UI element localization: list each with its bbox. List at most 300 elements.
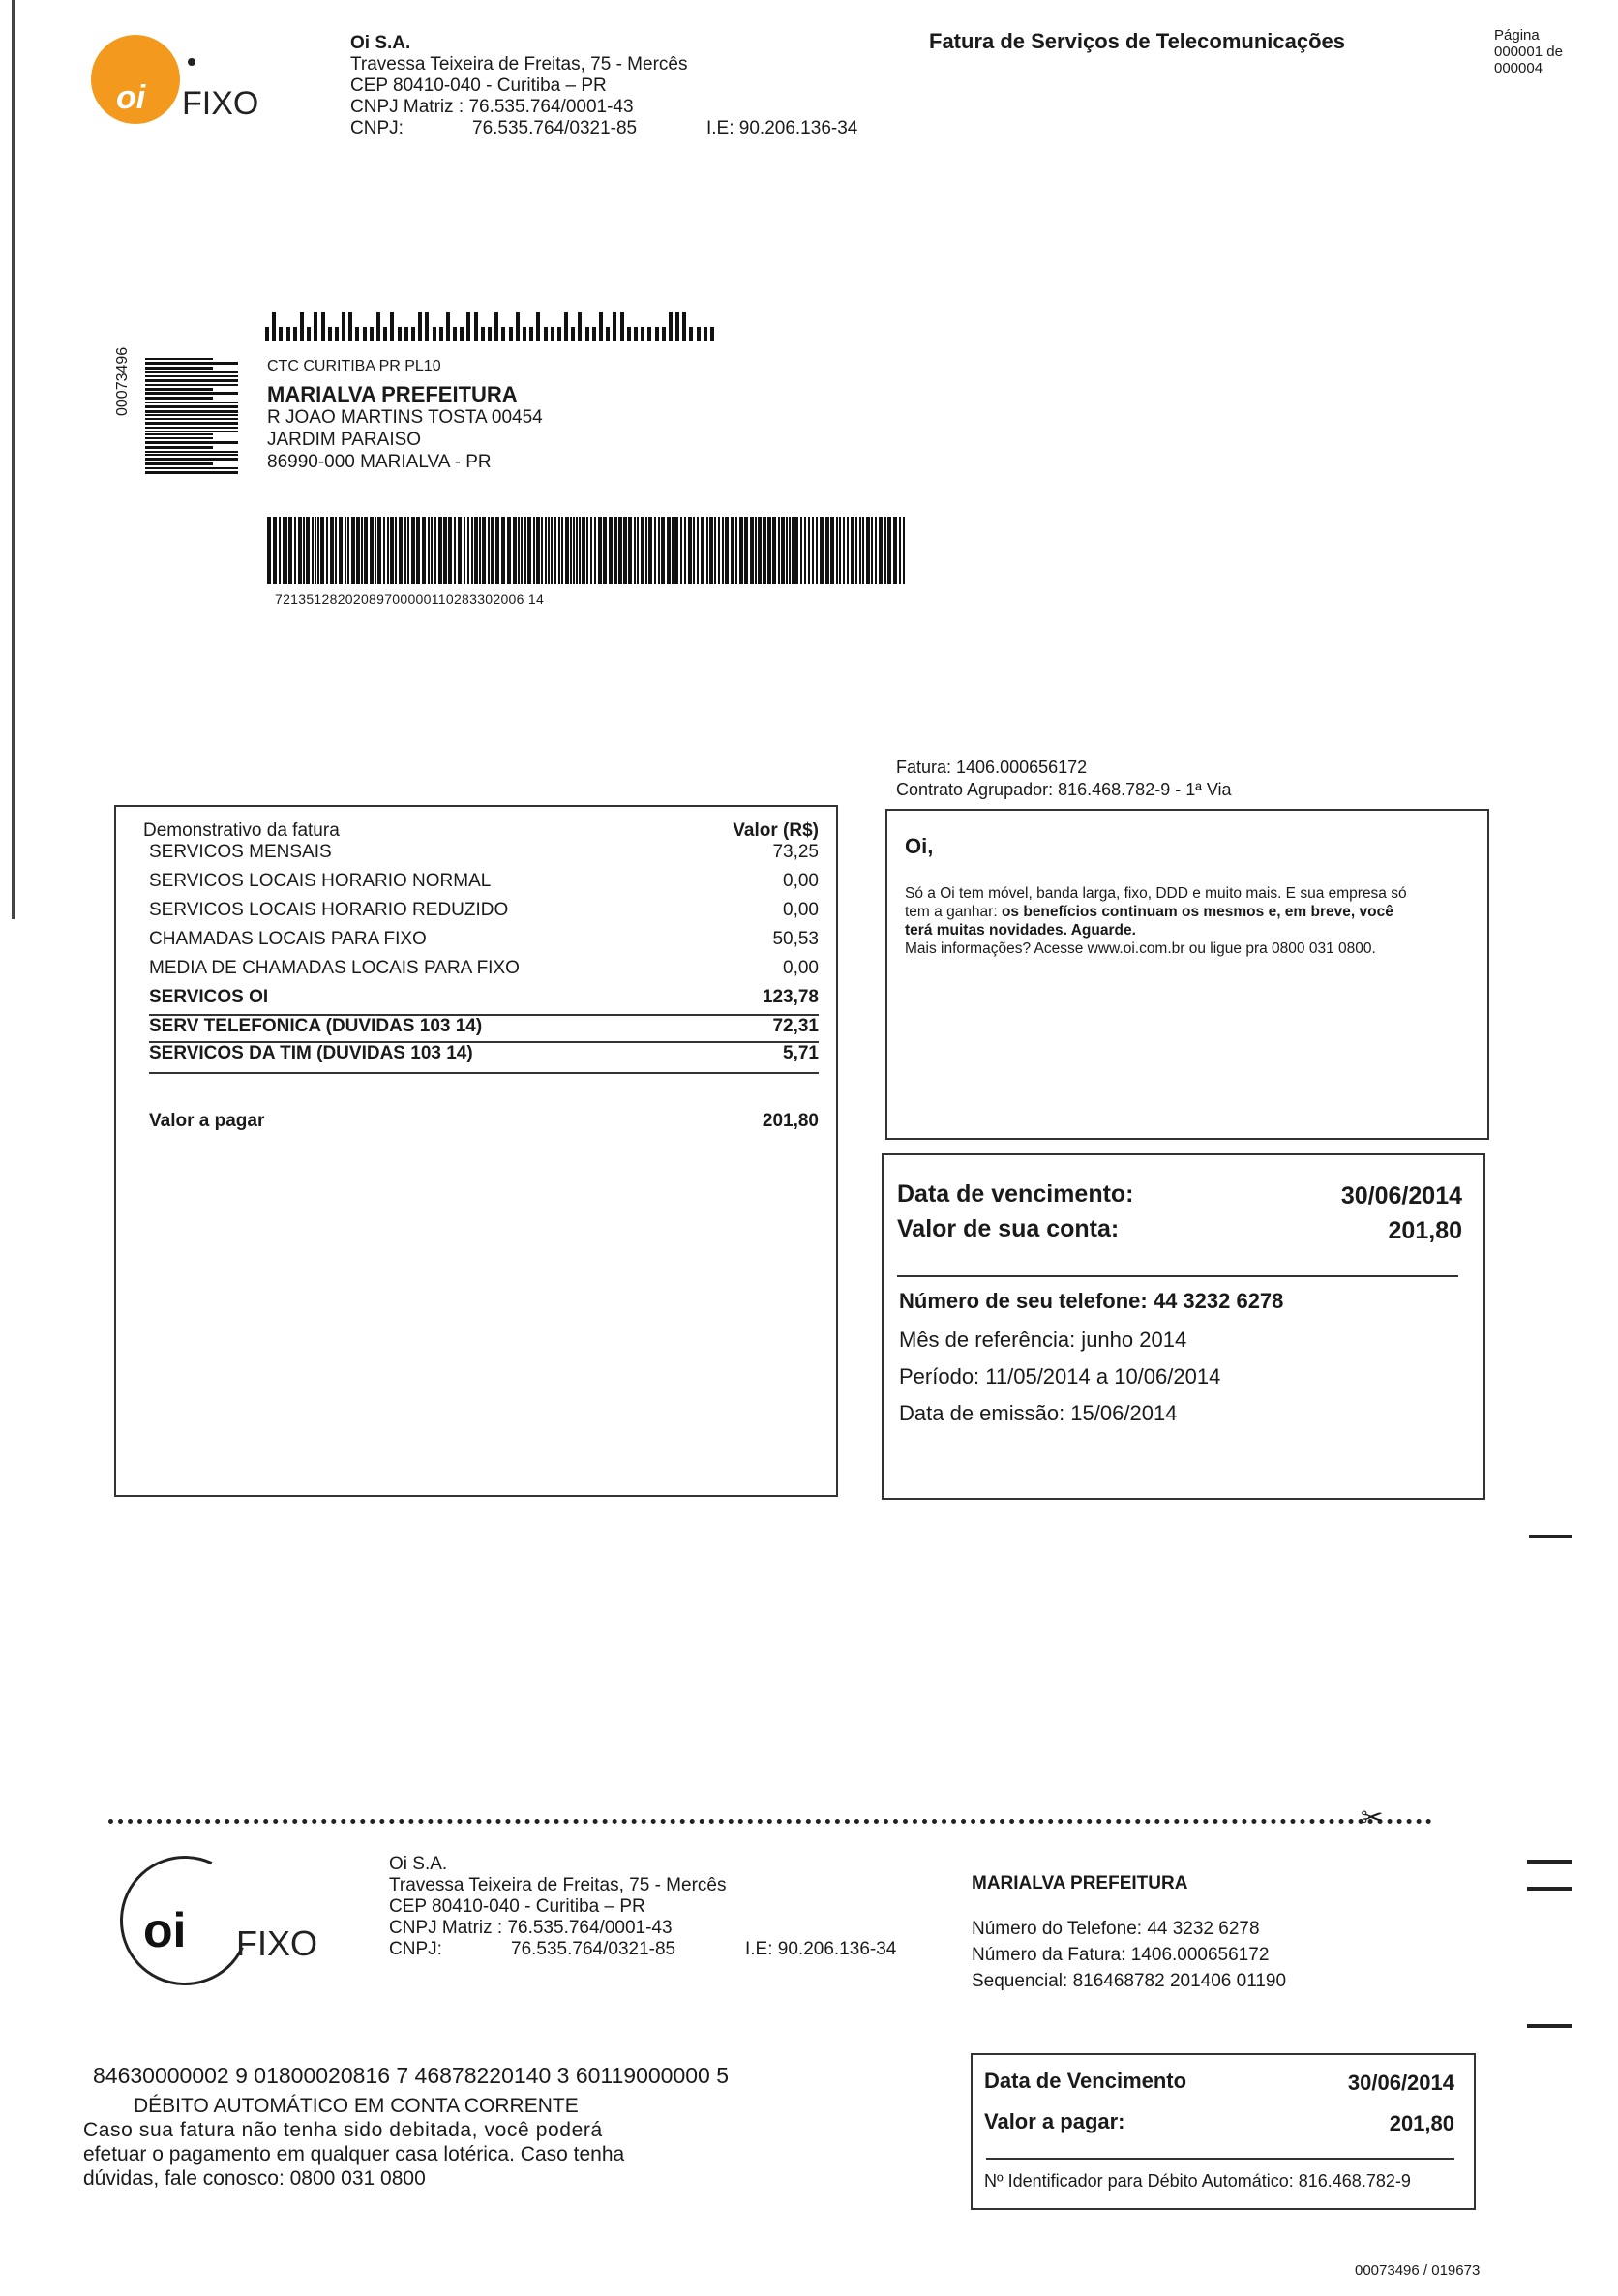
side-bar xyxy=(145,427,238,429)
barcode-bar xyxy=(479,517,481,584)
postal-bar xyxy=(529,327,533,341)
company-cnpj-value: 76.535.764/0321-85 xyxy=(472,118,638,138)
side-bar xyxy=(145,471,238,474)
barcode-bar xyxy=(339,517,343,584)
postal-bar xyxy=(321,312,325,341)
barcode-bar xyxy=(551,517,553,584)
barcode-bar xyxy=(399,517,403,584)
postal-bar xyxy=(710,327,714,341)
invoice-number: Fatura: 1406.000656172 xyxy=(896,758,1088,777)
barcode-bar xyxy=(306,517,310,584)
barcode-bar xyxy=(471,517,473,584)
side-bar xyxy=(145,462,213,465)
subtotal-row xyxy=(149,1014,819,1041)
barcode-bar xyxy=(383,517,385,584)
postal-bar xyxy=(578,312,582,341)
phone-number: Número de seu telefone: 44 3232 6278 xyxy=(899,1289,1284,1313)
postal-bar xyxy=(265,327,269,341)
barcode-bar xyxy=(862,517,864,584)
scan-edge-line xyxy=(12,0,15,919)
statement-box xyxy=(114,805,838,1497)
barcode-bar xyxy=(816,517,818,584)
barcode-bar xyxy=(855,517,857,584)
stub-company-cnpj-matriz: CNPJ Matriz : 76.535.764/0001-43 xyxy=(389,1918,673,1938)
message-line-2-bold: os benefícios continuam os mesmos e, em breve, você xyxy=(1001,904,1393,920)
barcode-bar xyxy=(273,517,277,584)
side-bar xyxy=(145,402,238,403)
postal-bar xyxy=(675,312,679,341)
barcode-bar xyxy=(267,517,271,584)
barcode-bar xyxy=(851,517,854,584)
mailing-district: JARDIM PARAISO xyxy=(267,430,422,450)
message-body xyxy=(905,884,1466,958)
postal-bar xyxy=(641,327,644,341)
statement-row xyxy=(149,958,819,987)
barcode-bar xyxy=(661,517,665,584)
postal-bar xyxy=(509,327,513,341)
postal-barcode xyxy=(265,312,717,341)
mailing-block xyxy=(267,358,543,473)
scissors-icon: ✂ xyxy=(1361,1803,1384,1833)
postal-bar xyxy=(523,327,526,341)
stub-company-block xyxy=(389,1854,897,1960)
postal-bar xyxy=(286,327,290,341)
barcode-bar xyxy=(641,517,644,584)
postal-bar xyxy=(418,312,422,341)
barcode-bar xyxy=(377,517,381,584)
side-bar xyxy=(145,388,213,391)
barcode-bar xyxy=(317,517,319,584)
debit-line-3: dúvidas, fale conosco: 0800 031 0800 xyxy=(83,2167,426,2190)
logo-oi-text: oi xyxy=(116,79,146,116)
postal-bar xyxy=(592,327,596,341)
barcode-bar xyxy=(786,517,788,584)
barcode-bar xyxy=(347,517,349,584)
barcode-bar xyxy=(884,517,886,584)
barcode-bar xyxy=(576,517,578,584)
barcode-bar xyxy=(866,517,870,584)
barcode-bar xyxy=(830,517,834,584)
side-bar xyxy=(145,375,238,377)
barcode-bar xyxy=(598,517,602,584)
barcode-bar xyxy=(361,517,363,584)
barcode-bar xyxy=(294,517,296,584)
barcode-bar xyxy=(725,517,729,584)
postal-bar xyxy=(647,327,651,341)
barcode-bar xyxy=(407,517,409,584)
barcode-bar xyxy=(434,517,436,584)
side-bar xyxy=(145,392,238,395)
barcode-bar xyxy=(839,517,841,584)
document-title: Fatura de Serviços de Telecomunicações xyxy=(929,29,1345,53)
postal-bar xyxy=(494,312,498,341)
barcode-bar xyxy=(688,517,692,584)
barcode-bar xyxy=(680,517,682,584)
barcode-bar xyxy=(763,517,766,584)
due-divider xyxy=(897,1275,1458,1277)
barcode-bar xyxy=(330,517,334,584)
barcode-bar xyxy=(718,517,720,584)
barcode-bar xyxy=(416,517,420,584)
stub-cnpj-value: 76.535.764/0321-85 xyxy=(511,1939,676,1959)
message-line-1: Só a Oi tem móvel, banda larga, fixo, DDD e muito mais. E sua empresa só xyxy=(905,885,1407,902)
amount-label: Valor de sua conta: xyxy=(897,1215,1120,1242)
barcode-bar xyxy=(879,517,883,584)
postal-bar xyxy=(370,327,374,341)
barcode-bar xyxy=(672,517,674,584)
postal-bar xyxy=(551,327,554,341)
company-address: Travessa Teixeira de Freitas, 75 - Mercês xyxy=(350,54,688,75)
debit-line-1: Caso sua fatura não tenha sido debitada, você poderá xyxy=(83,2119,603,2141)
postal-bar xyxy=(682,312,686,341)
postal-bar xyxy=(689,327,693,341)
postal-bar xyxy=(293,327,297,341)
postal-bar xyxy=(544,327,548,341)
barcode-bar xyxy=(674,517,678,584)
barcode-bar xyxy=(356,517,360,584)
subtotal-row-value: 123,78 xyxy=(762,987,819,1007)
postal-bar xyxy=(355,327,359,341)
message-line-2-pre: tem a ganhar: xyxy=(905,904,1002,920)
barcode-bar xyxy=(573,517,575,584)
postal-bar xyxy=(460,327,464,341)
stub-company-address: Travessa Teixeira de Freitas, 75 - Mercês xyxy=(389,1875,727,1895)
barcode-bar xyxy=(772,517,776,584)
barcode-bar xyxy=(536,517,540,584)
barcode-bar xyxy=(387,517,389,584)
barcode-bar xyxy=(541,517,543,584)
company-name: Oi S.A. xyxy=(350,33,411,53)
stub-cnpj-label: CNPJ: xyxy=(389,1939,442,1959)
mailing-street: R JOAO MARTINS TOSTA 00454 xyxy=(267,407,543,428)
postal-bar xyxy=(585,327,589,341)
barcode-bar xyxy=(507,517,511,584)
postal-bar xyxy=(669,312,673,341)
side-bar xyxy=(145,433,213,435)
oi-fixo-logo xyxy=(87,29,281,135)
barcode-bar xyxy=(411,517,415,584)
barcode-bar xyxy=(792,517,794,584)
barcode-bar xyxy=(467,517,469,584)
barcode-bar xyxy=(893,517,897,584)
side-bar xyxy=(145,418,238,420)
subtotal-row xyxy=(149,1041,819,1068)
statement-row-value: 50,53 xyxy=(772,929,819,949)
barcode-bar xyxy=(789,517,791,584)
postal-bar xyxy=(704,327,707,341)
barcode-bar xyxy=(375,517,376,584)
side-bar xyxy=(145,362,238,365)
statement-row xyxy=(149,929,819,958)
mailing-city: 86990-000 MARIALVA - PR xyxy=(267,452,492,472)
stub-ie: I.E: 90.206.136-34 xyxy=(745,1939,897,1959)
barcode-bar xyxy=(335,517,337,584)
barcode-bar xyxy=(527,517,531,584)
barcode-bar xyxy=(558,517,560,584)
postal-bar xyxy=(383,327,387,341)
barcode-bar xyxy=(706,517,708,584)
barcode-bar xyxy=(808,517,810,584)
due-value: 30/06/2014 xyxy=(1340,1182,1462,1209)
postal-bar xyxy=(342,312,345,341)
postal-bar xyxy=(655,327,659,341)
reference-month: Mês de referência: junho 2014 xyxy=(899,1327,1187,1352)
barcode-bar xyxy=(364,517,368,584)
side-code: 00073496 xyxy=(114,346,131,416)
barcode-bar xyxy=(303,517,305,584)
barcode-bar xyxy=(513,517,517,584)
barcode-bar xyxy=(351,517,355,584)
barcode-bar xyxy=(395,517,397,584)
statement-row-value: 73,25 xyxy=(772,842,819,862)
digitable-line: 84630000002 9 01800020816 7 46878220140 3 60119000000 5 xyxy=(93,2063,730,2088)
barcode-bar xyxy=(482,517,486,584)
barcode-bar xyxy=(781,517,785,584)
barcode-bar xyxy=(667,517,671,584)
page-total: 000004 xyxy=(1494,60,1543,76)
statement-row-label: CHAMADAS LOCAIS PARA FIXO xyxy=(149,929,427,949)
barcode-bar xyxy=(614,517,617,584)
stub-customer-block xyxy=(972,1873,1286,1994)
barcode-bar xyxy=(454,517,456,584)
barcode-bar xyxy=(448,517,452,584)
postal-bar xyxy=(376,312,380,341)
page-indicator xyxy=(1494,27,1563,76)
contract-number: Contrato Agrupador: 816.468.782-9 - 1ª Via xyxy=(896,780,1232,799)
statement-row-label: SERVICOS LOCAIS HORARIO REDUZIDO xyxy=(149,900,509,920)
stub-amount-value: 201,80 xyxy=(1389,2111,1454,2135)
company-cnpj-matriz: CNPJ Matriz : 76.535.764/0001-43 xyxy=(350,97,634,117)
statement-row-label: SERVICOS MENSAIS xyxy=(149,842,332,862)
barcode-bar xyxy=(709,517,713,584)
postal-bar xyxy=(557,327,561,341)
barcode-bar xyxy=(800,517,802,584)
barcode-bar xyxy=(634,517,636,584)
debit-line-2: efetuar o pagamento em qualquer casa lotérica. Caso tenha xyxy=(83,2143,625,2165)
barcode-bar xyxy=(758,517,762,584)
side-bar xyxy=(145,410,238,413)
margin-mark xyxy=(1529,1535,1572,1538)
barcode-bar xyxy=(735,517,737,584)
barcode-bar xyxy=(744,517,748,584)
postal-bar xyxy=(481,327,485,341)
postal-bar xyxy=(300,312,304,341)
barcode-bar xyxy=(298,517,302,584)
barcode-bar xyxy=(684,517,686,584)
statement-row-label: SERVICOS LOCAIS HORARIO NORMAL xyxy=(149,871,492,891)
side-bar xyxy=(145,441,238,444)
message-line-3: terá muitas novidades. Aguarde. xyxy=(905,922,1136,939)
postal-bar xyxy=(398,327,402,341)
barcode-bar xyxy=(533,517,535,584)
due-summary-box xyxy=(882,1153,1485,1500)
barcode-bar xyxy=(370,517,374,584)
barcode-bar xyxy=(586,517,588,584)
barcode-bar xyxy=(320,517,324,584)
barcode-bar xyxy=(843,517,845,584)
barcode-bar xyxy=(804,517,806,584)
subtotal-row xyxy=(149,987,819,1016)
barcode-bar xyxy=(582,517,585,584)
barcode-bar xyxy=(422,517,426,584)
barcode-bar xyxy=(521,517,523,584)
logo-dot xyxy=(188,58,195,66)
postal-bar xyxy=(425,312,429,341)
postal-bar xyxy=(474,312,478,341)
barcode-bar xyxy=(714,517,716,584)
postal-bar xyxy=(634,327,638,341)
main-barcode-number: 72135128202089700000110283302006 14 xyxy=(275,591,545,607)
subtotal-row-label: SERVICOS OI xyxy=(149,987,269,1007)
barcode-bar xyxy=(488,517,490,584)
postal-bar xyxy=(314,312,317,341)
postal-bar xyxy=(279,327,283,341)
barcode-bar xyxy=(899,517,901,584)
barcode-bar xyxy=(590,517,592,584)
stub-sequence: Sequencial: 816468782 201406 01190 xyxy=(972,1971,1287,1991)
postal-bar xyxy=(627,327,631,341)
postal-bar xyxy=(411,327,415,341)
stub-logo-oi-text: oi xyxy=(143,1903,187,1957)
logo-fixo-text: FIXO xyxy=(182,85,259,122)
margin-mark xyxy=(1527,1887,1572,1891)
barcode-bar xyxy=(561,517,563,584)
mailing-route: CTC CURITIBA PR PL10 xyxy=(267,358,441,374)
barcode-bar xyxy=(871,517,873,584)
subtotal-row-label: SERV TELEFONICA (DUVIDAS 103 14) xyxy=(149,1016,483,1036)
side-bar xyxy=(145,367,213,370)
billing-period: Período: 11/05/2014 a 10/06/2014 xyxy=(899,1364,1221,1388)
debit-info xyxy=(83,2094,624,2191)
barcode-bar xyxy=(755,517,757,584)
barcode-bar xyxy=(570,517,572,584)
barcode-bar xyxy=(812,517,814,584)
postal-bar xyxy=(606,327,610,341)
side-bar xyxy=(145,371,238,373)
barcode-bar xyxy=(750,517,754,584)
side-bar xyxy=(145,358,213,360)
stub-due-label: Data de Vencimento xyxy=(984,2069,1187,2093)
barcode-bar xyxy=(836,517,838,584)
stub-company-cep: CEP 80410-040 - Curitiba – PR xyxy=(389,1896,645,1917)
barcode-bar xyxy=(283,517,285,584)
postal-bar xyxy=(390,312,394,341)
subtotal-row-value: 72,31 xyxy=(772,1016,819,1036)
side-barcode xyxy=(145,358,238,475)
barcode-bar xyxy=(345,517,346,584)
barcode-bar xyxy=(859,517,861,584)
subtotal-divider xyxy=(149,1072,819,1074)
side-bar xyxy=(145,431,238,432)
side-bar xyxy=(145,414,238,416)
amount-value: 201,80 xyxy=(1388,1217,1462,1244)
postal-bar xyxy=(363,327,367,341)
barcode-bar xyxy=(648,517,652,584)
side-bar xyxy=(145,437,213,439)
issue-date: Data de emissão: 15/06/2014 xyxy=(899,1401,1178,1425)
footer-code: 00073496 / 019673 xyxy=(1355,2262,1481,2279)
barcode-bar xyxy=(501,517,505,584)
stub-due-value: 30/06/2014 xyxy=(1347,2071,1454,2095)
barcode-bar xyxy=(767,517,771,584)
barcode-bar xyxy=(594,517,596,584)
side-bar xyxy=(145,451,238,453)
barcode-bar xyxy=(654,517,656,584)
statement-title: Demonstrativo da fatura xyxy=(143,820,340,841)
postal-bar xyxy=(446,312,450,341)
postal-bar xyxy=(453,327,457,341)
barcode-bar xyxy=(618,517,622,584)
barcode-bar xyxy=(603,517,607,584)
statement-row xyxy=(149,871,819,900)
main-barcode xyxy=(267,517,906,584)
total-label: Valor a pagar xyxy=(149,1111,265,1131)
side-bar xyxy=(145,454,238,456)
barcode-bar xyxy=(794,517,798,584)
barcode-bar xyxy=(545,517,547,584)
side-bar xyxy=(145,422,238,425)
subtotal-row-label: SERVICOS DA TIM (DUVIDAS 103 14) xyxy=(149,1043,473,1063)
barcode-bar xyxy=(279,517,281,584)
statement-row-value: 0,00 xyxy=(783,871,819,891)
stub-amount-label: Valor a pagar: xyxy=(984,2109,1125,2133)
stub-invoice: Número da Fatura: 1406.000656172 xyxy=(972,1945,1270,1965)
due-label: Data de vencimento: xyxy=(897,1180,1134,1208)
barcode-bar xyxy=(875,517,877,584)
margin-mark xyxy=(1527,1860,1572,1864)
barcode-bar xyxy=(903,517,905,584)
barcode-bar xyxy=(554,517,556,584)
barcode-bar xyxy=(491,517,494,584)
side-bar xyxy=(145,467,238,469)
postal-bar xyxy=(348,312,352,341)
postal-bar xyxy=(501,327,505,341)
company-ie: I.E: 90.206.136-34 xyxy=(706,118,858,138)
barcode-bar xyxy=(474,517,478,584)
barcode-bar xyxy=(739,517,743,584)
margin-mark xyxy=(1527,2024,1572,2028)
barcode-bar xyxy=(637,517,639,584)
barcode-bar xyxy=(697,517,699,584)
barcode-bar xyxy=(312,517,314,584)
postal-bar xyxy=(439,327,443,341)
subtotal-row-value: 5,71 xyxy=(783,1043,819,1063)
stub-due-divider xyxy=(986,2158,1454,2160)
mailing-name: MARIALVA PREFEITURA xyxy=(267,382,518,406)
barcode-bar xyxy=(288,517,292,584)
postal-bar xyxy=(564,312,568,341)
barcode-bar xyxy=(825,517,829,584)
stub-debit-id: Nº Identificador para Débito Automático: 816.468.782-9 xyxy=(984,2171,1411,2191)
postal-bar xyxy=(599,312,603,341)
barcode-bar xyxy=(645,517,647,584)
barcode-bar xyxy=(623,517,627,584)
barcode-bar xyxy=(548,517,550,584)
company-block xyxy=(350,33,858,139)
barcode-bar xyxy=(693,517,695,584)
barcode-bar xyxy=(820,517,824,584)
barcode-bar xyxy=(326,517,328,584)
statement-row-value: 0,00 xyxy=(783,958,819,978)
stub-company-name: Oi S.A. xyxy=(389,1854,448,1874)
statement-row xyxy=(149,900,819,929)
postal-bar xyxy=(488,327,492,341)
barcode-bar xyxy=(390,517,394,584)
postal-bar xyxy=(613,312,616,341)
postal-bar xyxy=(328,327,332,341)
postal-bar xyxy=(466,312,470,341)
stub-logo-fixo-text: FIXO xyxy=(236,1923,318,1963)
